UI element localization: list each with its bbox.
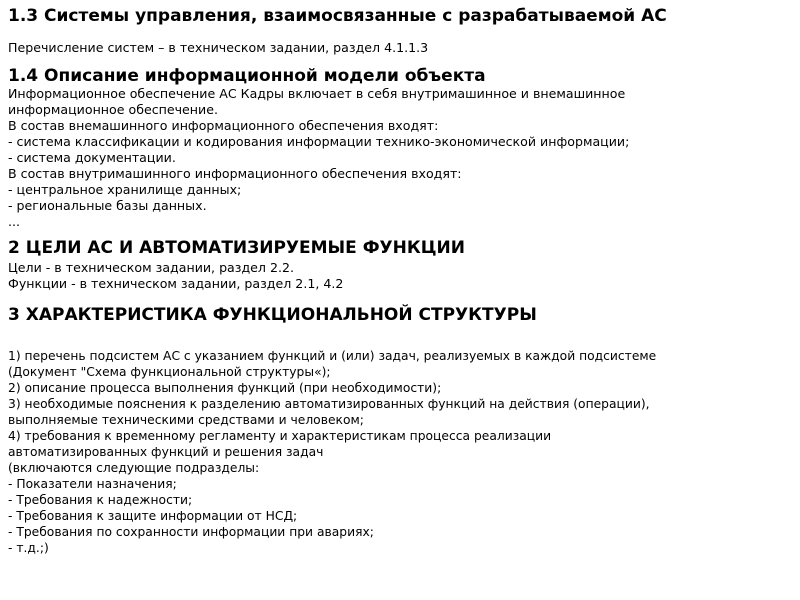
body-section-3 — [8, 348, 656, 556]
text-line: Информационное обеспечение АС Кадры включает в себя внутримашинное и внемашинное — [8, 86, 626, 101]
text-line: автоматизированных функций и решения задач — [8, 445, 324, 459]
text-line: - Требования к надежности; — [8, 493, 193, 507]
text-line: 4) требования к временному регламенту и характеристикам процесса реализации — [8, 429, 552, 443]
heading-section-3: 3 ХАРАКТЕРИСТИКА ФУНКЦИОНАЛЬНОЙ СТРУКТУРЫ — [8, 305, 537, 325]
text-line: Цели - в техническом задании, раздел 2.2. — [8, 260, 295, 275]
text-line: - система классификации и кодирования информации технико-экономической информации; — [8, 134, 630, 149]
heading-section-2: 2 ЦЕЛИ АС И АВТОМАТИЗИРУЕМЫЕ ФУНКЦИИ — [8, 238, 466, 258]
text-line: - т.д.;) — [8, 541, 49, 555]
text-line: - центральное хранилище данных; — [8, 182, 242, 197]
text-line: - Требования по сохранности информации при авариях; — [8, 525, 374, 539]
body-section-1-4 — [8, 86, 629, 230]
text-line: ... — [8, 214, 21, 229]
text-line: 1) перечень подсистем АС с указанием функций и (или) задач, реализуемых в каждой подсистеме — [8, 349, 657, 363]
text-line: Функции - в техническом задании, раздел 2.1, 4.2 — [8, 276, 344, 291]
text-line: - Показатели назначения; — [8, 477, 177, 491]
body-section-2 — [8, 260, 343, 292]
text-line: - региональные базы данных. — [8, 198, 207, 213]
text-line: - Требования к защите информации от НСД; — [8, 509, 298, 523]
text-line: В состав внемашинного информационного обеспечения входят: — [8, 118, 439, 133]
text-line: 2) описание процесса выполнения функций (при необходимости); — [8, 381, 442, 395]
text-line: (Документ "Схема функциональной структуры«); — [8, 365, 331, 379]
heading-section-1-3: 1.3 Системы управления, взаимосвязанные с разрабатываемой АС — [8, 6, 667, 26]
text-section-1-3: Перечисление систем – в техническом задании, раздел 4.1.1.3 — [8, 40, 429, 55]
heading-section-1-4: 1.4 Описание информационной модели объекта — [8, 66, 486, 86]
text-line: 3) необходимые пояснения к разделению автоматизированных функций на действия (операции), — [8, 397, 650, 411]
text-line: информационное обеспечение. — [8, 102, 218, 117]
text-line: выполняемые техническими средствами и человеком; — [8, 413, 364, 427]
text-line: (включаются следующие подразделы: — [8, 461, 260, 475]
text-line: - система документации. — [8, 150, 176, 165]
text-line: В состав внутримашинного информационного обеспечения входят: — [8, 166, 462, 181]
